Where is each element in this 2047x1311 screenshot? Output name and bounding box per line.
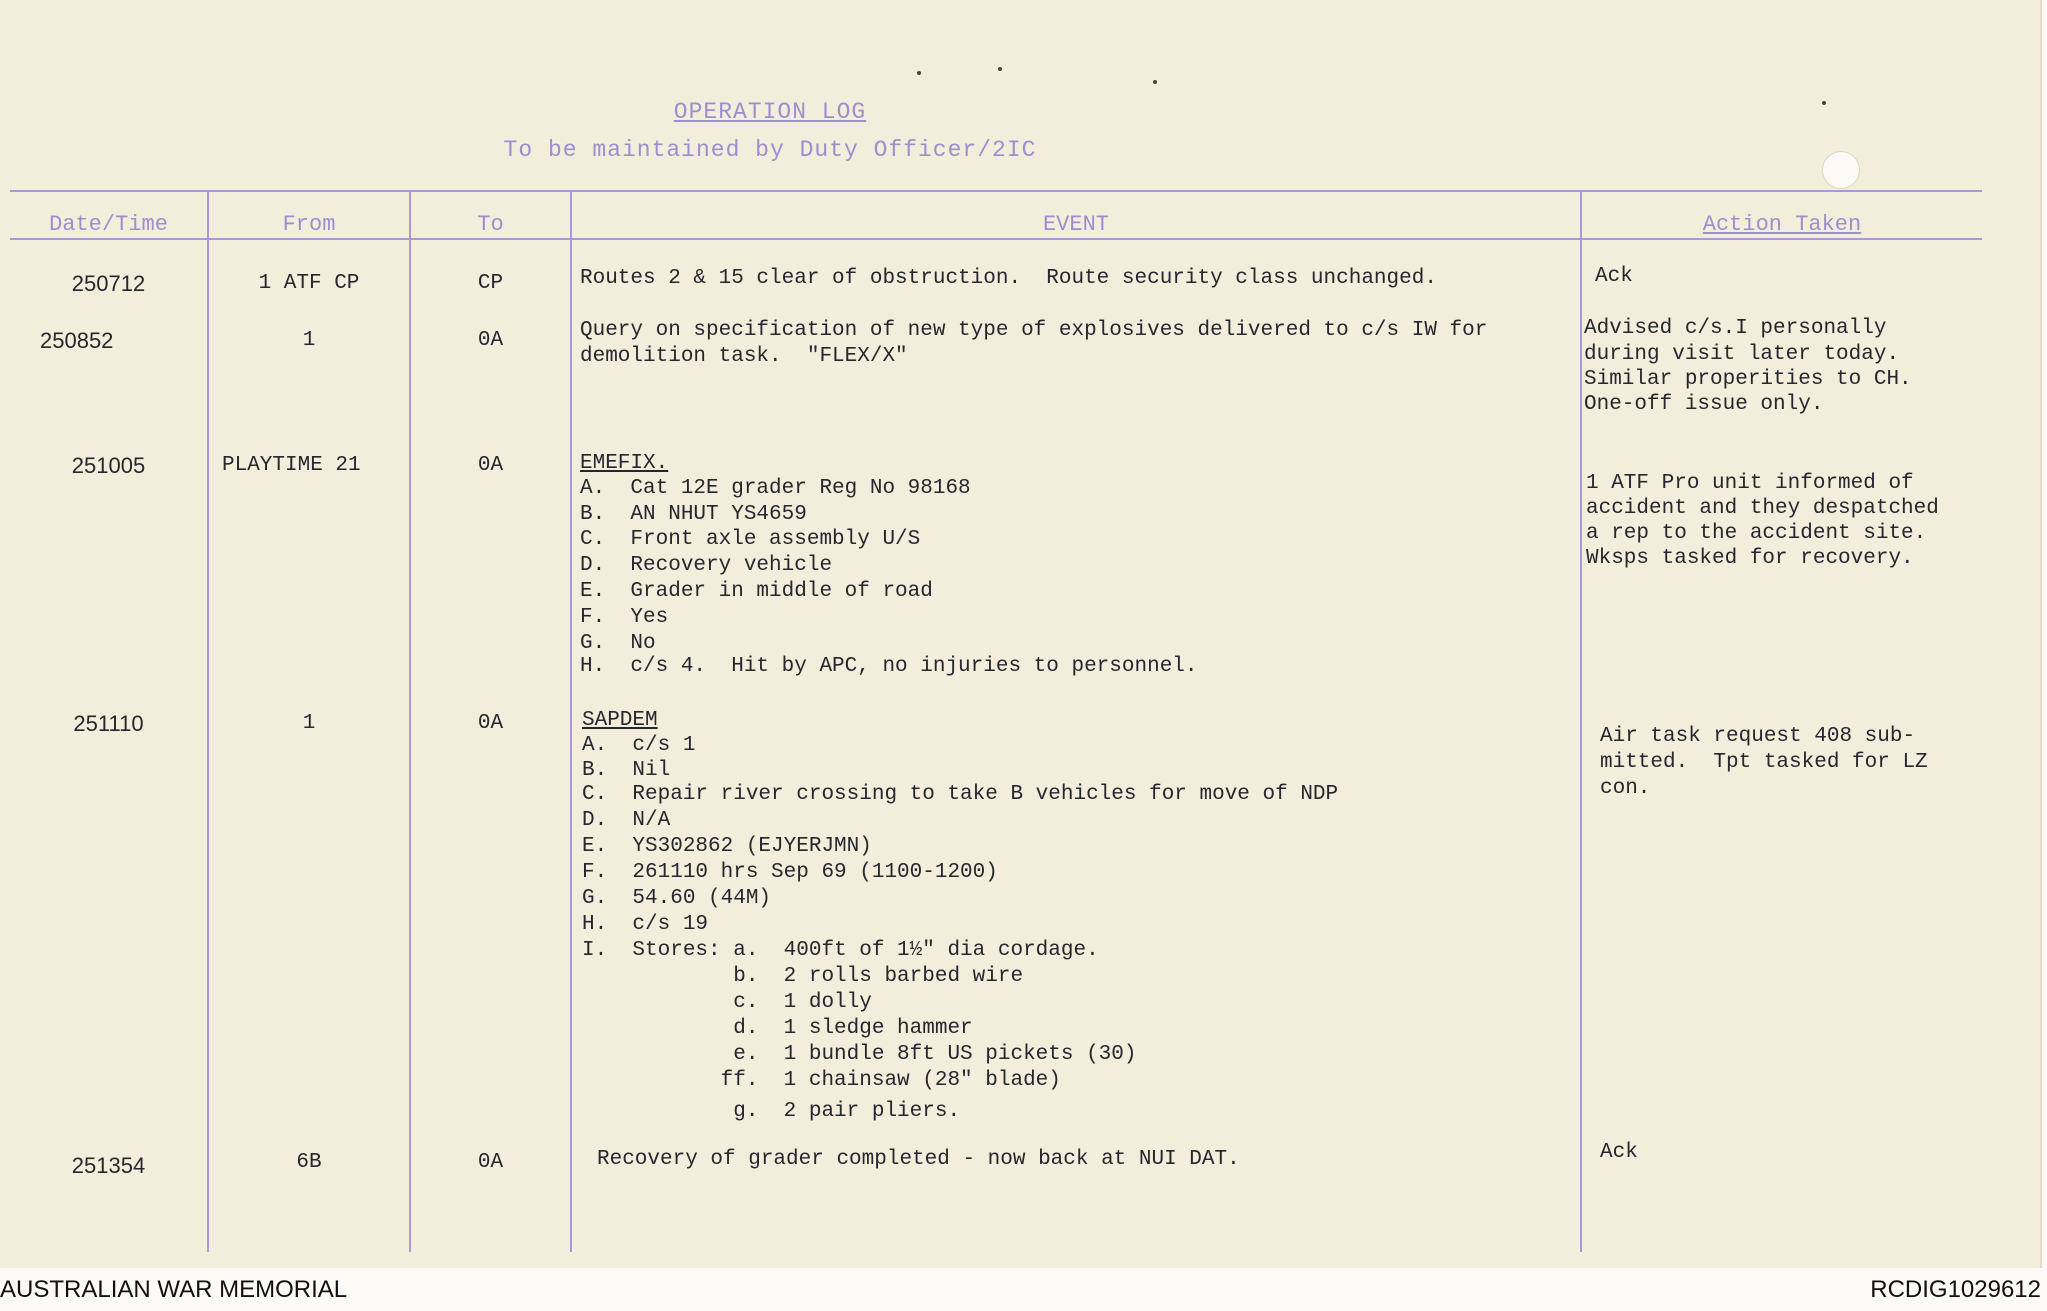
event-heading: EMEFIX. <box>580 452 669 475</box>
event-line: I. Stores: a. 400ft of 1½" dia cordage. <box>582 939 1099 962</box>
action-line: a rep to the accident site. <box>1586 522 1927 545</box>
row-from: 1 <box>302 712 316 735</box>
column-header-action: Action Taken <box>1702 212 1862 237</box>
paper-speck <box>1153 80 1157 84</box>
event-line: B. AN NHUT YS4659 <box>580 503 807 526</box>
event-line: F. 261110 hrs Sep 69 (1100-1200) <box>582 861 998 884</box>
event-line: Recovery of grader completed - now back at NUI DAT. <box>597 1148 1240 1171</box>
row-date: 250852 <box>40 328 114 353</box>
event-heading: SAPDEM <box>582 709 658 732</box>
event-line: F. Yes <box>580 606 669 629</box>
row-date: 251354 <box>71 1153 146 1178</box>
event-line: E. YS302862 (EJYERJMN) <box>582 835 872 858</box>
event-line: demolition task. "FLEX/X" <box>580 345 908 368</box>
action-line: accident and they despatched <box>1586 497 1939 520</box>
event-line: Query on specification of new type of explosives delivered to c/s IW for <box>580 319 1488 342</box>
row-from: 1 <box>302 329 316 352</box>
row-to: 0A <box>477 1151 504 1174</box>
event-line: c. 1 dolly <box>582 991 872 1014</box>
action-line: Ack <box>1595 265 1633 288</box>
event-line: H. c/s 4. Hit by APC, no injuries to personnel. <box>580 655 1198 678</box>
action-line: Ack <box>1600 1141 1638 1164</box>
paper-speck <box>998 67 1002 71</box>
event-line: G. No <box>580 632 656 655</box>
action-line: 1 ATF Pro unit informed of <box>1586 472 1914 495</box>
event-line: H. c/s 19 <box>582 913 709 936</box>
row-date: 250712 <box>71 271 146 296</box>
action-line: One-off issue only. <box>1584 393 1824 416</box>
document-title: OPERATION LOG <box>673 99 867 125</box>
event-line: G. 54.60 (44M) <box>582 887 772 910</box>
action-line: Wksps tasked for recovery. <box>1586 547 1914 570</box>
event-line: d. 1 sledge hammer <box>582 1017 973 1040</box>
row-to: 0A <box>477 712 504 735</box>
event-line: A. c/s 1 <box>582 734 696 757</box>
row-date: 251110 <box>73 711 144 736</box>
column-header-to: To <box>477 212 504 237</box>
column-header-from: From <box>282 212 336 237</box>
event-line: E. Grader in middle of road <box>580 580 933 603</box>
row-from: 6B <box>296 1151 322 1174</box>
row-from: 1 ATF CP <box>258 272 360 295</box>
action-line: con. <box>1600 777 1651 800</box>
action-line: Air task request 408 sub- <box>1600 725 1916 748</box>
event-line: e. 1 bundle 8ft US pickets (30) <box>582 1043 1137 1066</box>
column-divider <box>1580 190 1582 1252</box>
column-header-event: EVENT <box>1042 212 1109 237</box>
row-date: 251005 <box>71 453 146 478</box>
action-line: mitted. Tpt tasked for LZ <box>1600 751 1928 774</box>
event-line: ff. 1 chainsaw (28" blade) <box>582 1069 1061 1092</box>
event-line: b. 2 rolls barbed wire <box>582 965 1024 988</box>
event-line: D. N/A <box>582 809 671 832</box>
paper-speck <box>917 71 921 75</box>
footer-record-id: RCDIG1029612 <box>1870 1276 2041 1303</box>
row-from: PLAYTIME 21 <box>222 454 361 477</box>
column-header-date: Date/Time <box>49 212 168 237</box>
action-line: during visit later today. <box>1584 343 1900 366</box>
paper-speck <box>1822 101 1826 105</box>
event-line: D. Recovery vehicle <box>580 554 833 577</box>
footer-archive-label: AUSTRALIAN WAR MEMORIAL <box>0 1276 348 1303</box>
action-line: Advised c/s.I personally <box>1584 317 1887 340</box>
punch-hole <box>1822 151 1860 189</box>
table-top-rule <box>10 190 1982 192</box>
column-divider <box>570 190 572 1252</box>
action-line: Similar properities to CH. <box>1584 368 1912 391</box>
table-header-rule <box>10 238 1982 240</box>
document-subtitle: To be maintained by Duty Officer/2IC <box>503 137 1037 163</box>
event-line: B. Nil <box>582 759 671 782</box>
event-line: A. Cat 12E grader Reg No 98168 <box>580 477 971 500</box>
event-line: g. 2 pair pliers. <box>582 1100 961 1123</box>
row-to: CP <box>477 272 504 295</box>
row-to: 0A <box>477 329 504 352</box>
event-line: Routes 2 & 15 clear of obstruction. Route security class unchanged. <box>580 267 1437 290</box>
event-line: C. Repair river crossing to take B vehicles for move of NDP <box>582 783 1339 806</box>
event-line: C. Front axle assembly U/S <box>580 528 921 551</box>
row-to: 0A <box>477 454 504 477</box>
